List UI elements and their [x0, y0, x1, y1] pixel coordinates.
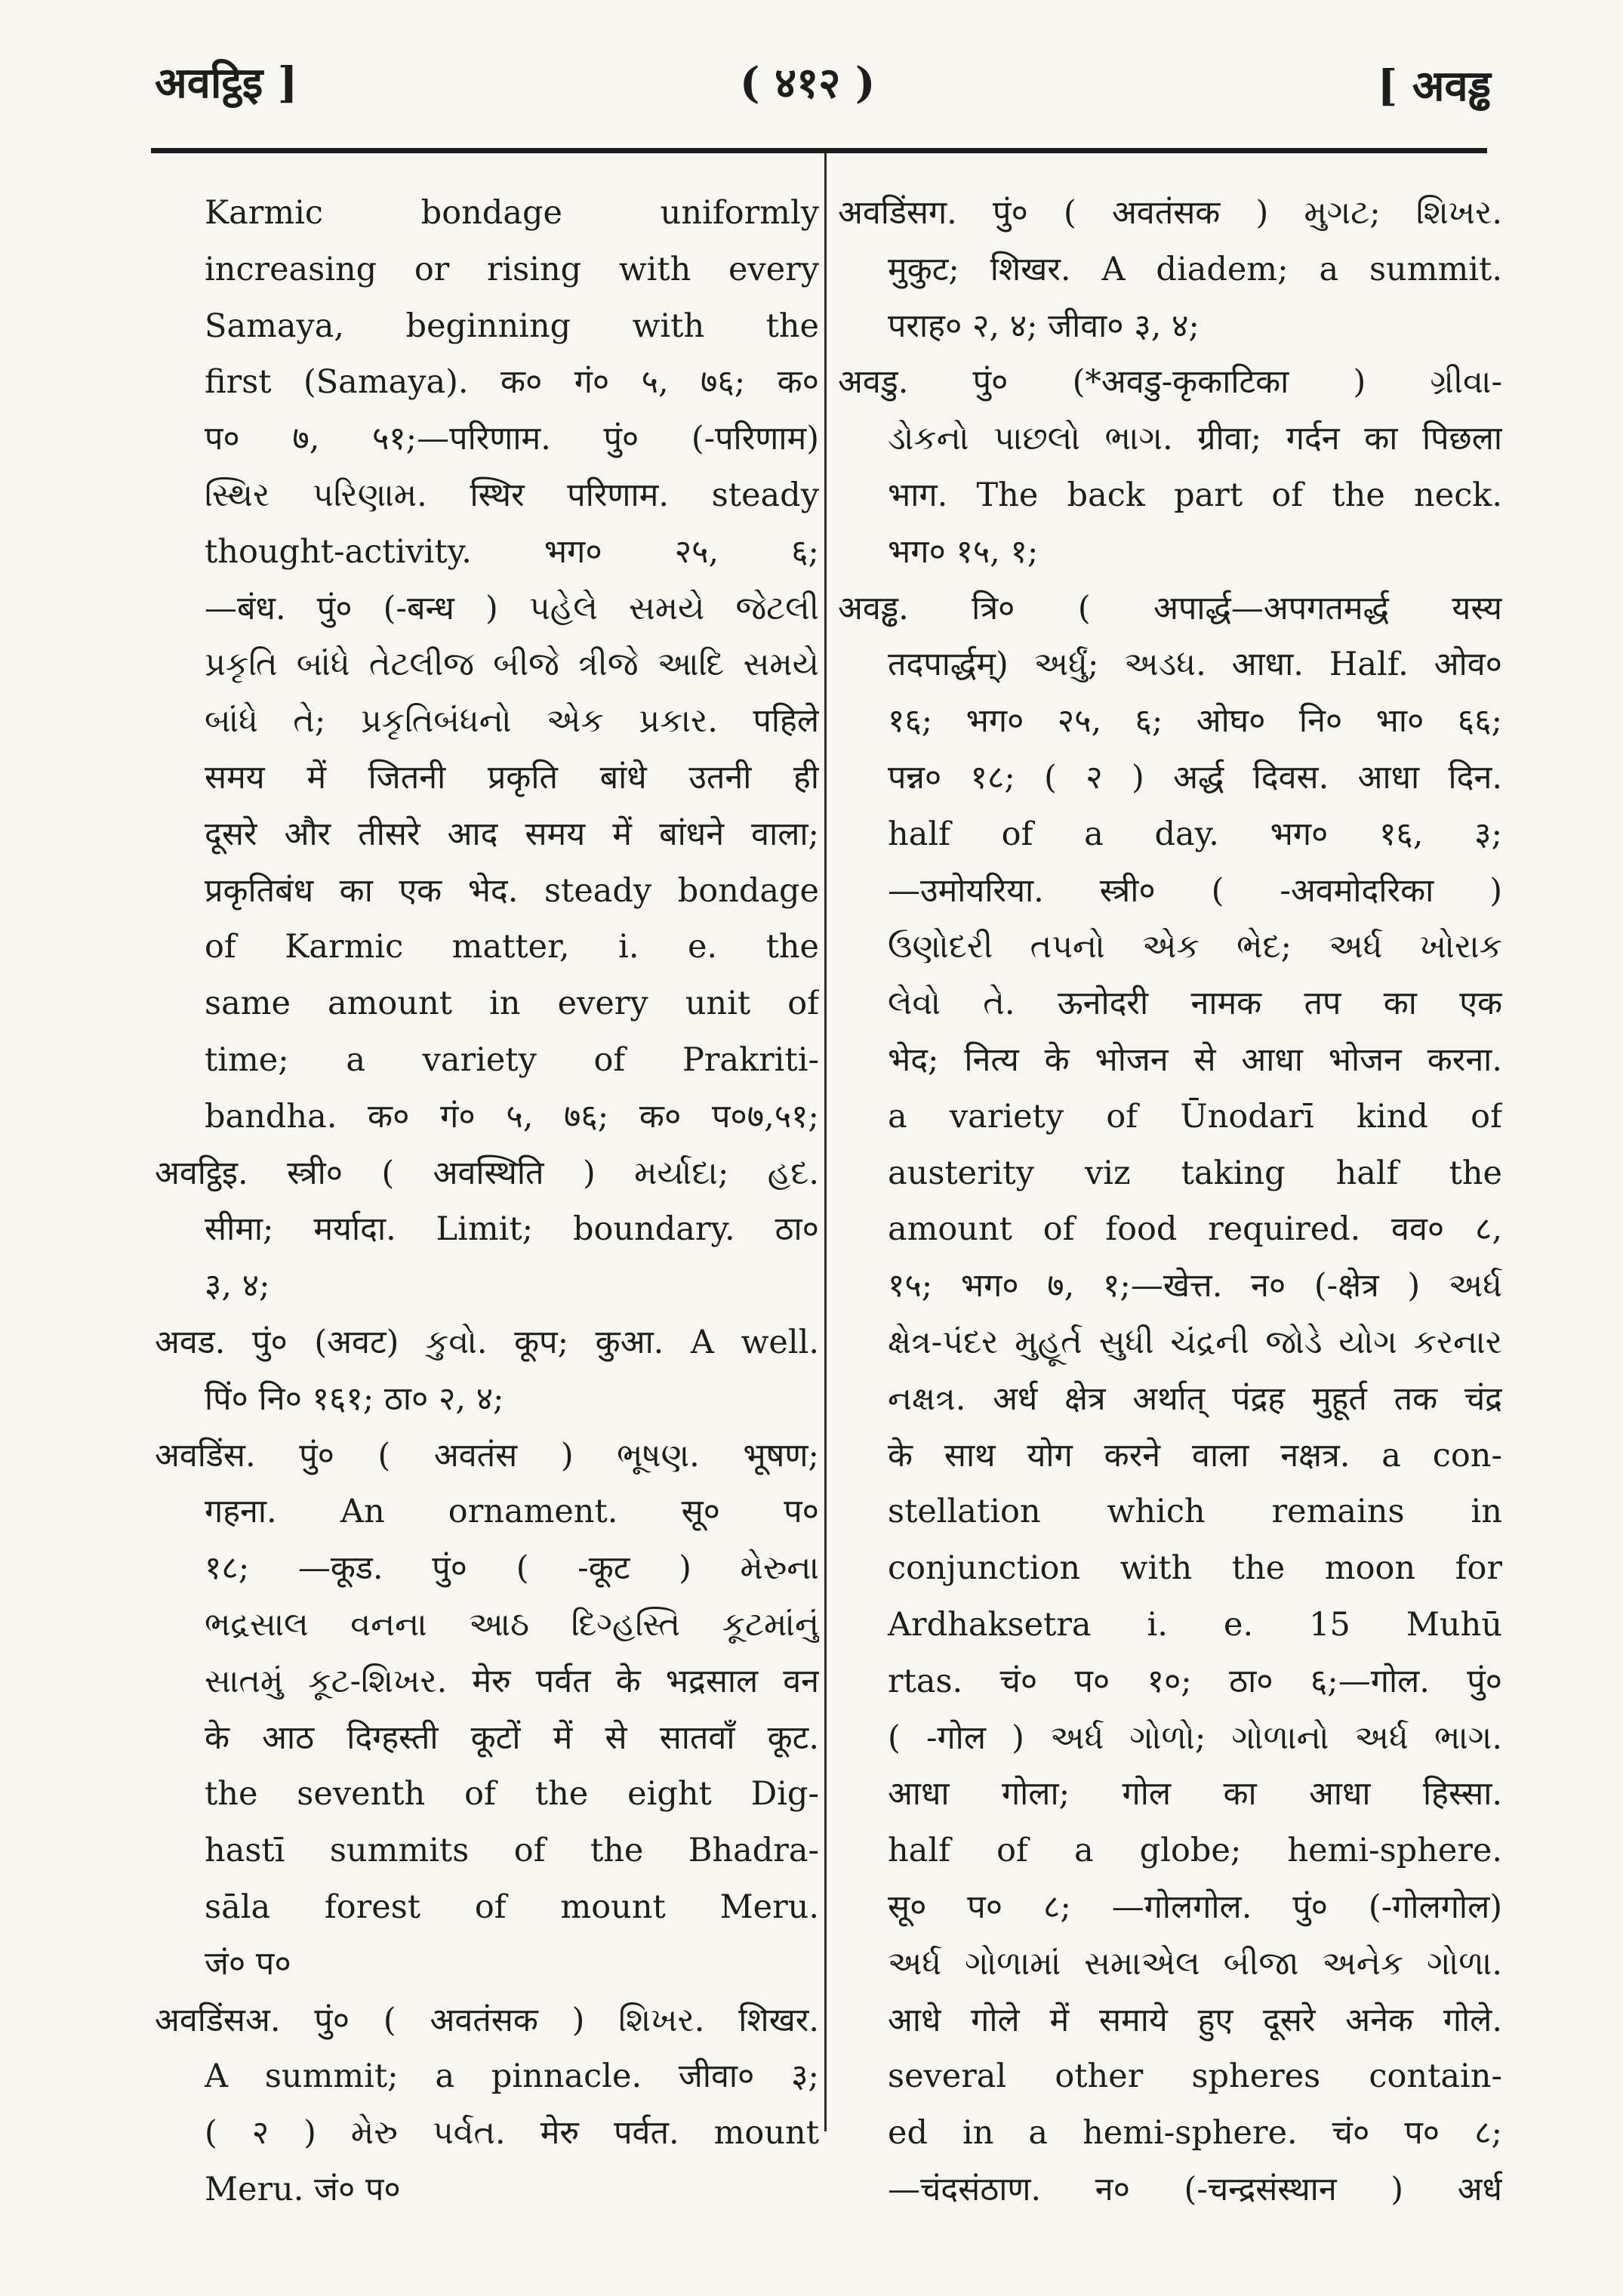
text-line: —चंदसंठाण. न० (-चन्द्रसंस्थान ) अर्ध — [888, 2170, 1502, 2208]
text-line: the seventh of the eight Dig- — [205, 1775, 819, 1814]
text-line: पराह० २, ४; जीवा० ३, ४; — [888, 307, 1200, 345]
text-line: a variety of Ūnodarī kind of — [888, 1097, 1502, 1136]
text-line: भाग. The back part of the neck. — [888, 476, 1502, 514]
text-line: hastī summits of the Bhadra- — [205, 1832, 819, 1870]
text-line: दूसरे और तीसरे आद समय में बांधने वाला; — [205, 815, 819, 853]
text-line: first (Samaya). क० गं० ५, ७६; क० — [205, 363, 819, 402]
text-line: के साथ योग करने वाला नक्षत्र. a con- — [888, 1436, 1502, 1475]
text-line: conjunction with the moon for — [888, 1549, 1502, 1588]
text-line: आधे गोले में समाये हुए दूसरे अनेक गोले. — [888, 2001, 1502, 2039]
text-line: of Karmic matter, i. e. the — [205, 928, 819, 966]
text-line: સ્થિર પરિણામ. स्थिर परिणाम. steady — [205, 476, 819, 514]
text-line: thought-activity. भग० २५, ६; — [205, 532, 819, 571]
text-line: भेद; नित्य के भोजन से आधा भोजन करना. — [888, 1040, 1502, 1079]
text-line: same amount in every unit of — [205, 985, 819, 1023]
running-head — [0, 45, 1623, 128]
text-line: પ્રકૃતિ બાંધે તેટલીજ બીજે ત્રીજે આદિ સમયે — [205, 646, 819, 684]
running-head-right: [ अवड्ढ — [1377, 61, 1491, 111]
text-line: Karmic bondage uniformly — [205, 194, 819, 232]
text-line: several other spheres contain- — [888, 2057, 1502, 2096]
text-line: जं० प० — [205, 1944, 291, 1983]
text-line: प० ७, ५१;—परिणाम. पुं० (-परिणाम) — [205, 420, 819, 458]
running-head-left: अवट्ठिइ ] — [155, 58, 298, 108]
text-line: Samaya, beginning with the — [205, 307, 819, 345]
text-line: ed in a hemi-sphere. चं० प० ८; — [888, 2114, 1502, 2153]
text-line: समय में जितनी प्रकृति बांधे उतनी ही — [205, 758, 819, 797]
text-line: austerity viz taking half the — [888, 1154, 1502, 1192]
text-line: ડોકનો પાછલો ભાગ. ग्रीवा; गर्दन का पिछला — [888, 420, 1502, 458]
text-line: સાતમું કૂટ-શિખર. मेरु पर्वत के भद्रसाल वन — [205, 1662, 819, 1700]
text-line: प्रकृतिबंध का एक भेद. steady bondage — [205, 871, 819, 910]
left-column — [155, 185, 819, 2218]
text-line: पिं० नि० १६१; ठा० २, ४; — [205, 1379, 504, 1418]
entry-headword-line: अवट्ठिइ. स्त्री० ( अवस्थिति ) મર્યાદા; હદ. — [155, 1154, 819, 1192]
text-line: के आठ दिग्हस्ती कूटों में से सातवाँ कूट. — [205, 1718, 819, 1757]
text-line: मुकुट; शिखर. A diadem; a summit. — [888, 250, 1502, 288]
text-line: time; a variety of Prakriti- — [205, 1040, 819, 1079]
text-line: બાંધે તે; પ્રકૃતિબંધનો એક પ્રકાર. पहिले — [205, 702, 819, 741]
entry-headword-line: अवडु. पुं० (*अवडु-कृकाटिका ) ગ્રીવા- — [838, 363, 1502, 402]
text-line: गहना. An ornament. सू० प० — [205, 1493, 819, 1531]
text-line: Ardhaksetra i. e. 15 Muhū — [888, 1605, 1502, 1644]
text-line: rtas. चं० प० १०; ठा० ६;—गोल. पुं० — [888, 1662, 1502, 1700]
entry-headword-line: अवडिंसअ. पुं० ( अवतंसक ) શિખર. शिखर. — [155, 2001, 819, 2039]
text-line: तदपार्द्धम्) અર્ધું; અડધ. आधा. Half. ओव० — [888, 646, 1502, 684]
text-line: A summit; a pinnacle. जीवा० ३; — [205, 2057, 819, 2096]
text-line: सीमा; मर्यादा. Limit; boundary. ठा० — [205, 1210, 819, 1249]
text-line: sāla forest of mount Meru. — [205, 1888, 819, 1926]
right-column — [838, 185, 1502, 2218]
text-line: १६; भग० २५, ६; ओघ० नि० भा० ६६; — [888, 702, 1502, 741]
text-line: ( २ ) મેરુ પર્વત. मेरु पर्वत. mount — [205, 2114, 819, 2153]
text-line: —उमोयरिया. स्त्री० ( -अवमोदरिका ) — [888, 871, 1502, 910]
text-line: ક્ષેત્ર-પંદર મુહૂર્ત સુધી ચંદ્રની જોડે યોગ કરનાર — [888, 1323, 1502, 1361]
text-line: half of a day. भग० १६, ३; — [888, 815, 1502, 853]
text-line: amount of food required. वव० ८, — [888, 1210, 1502, 1249]
column-divider — [824, 153, 827, 2131]
text-line: અર્ધ ગોળામાં સમાએલ બીજા અનેક ગોળા. — [888, 1944, 1502, 1983]
text-line: १५; भग० ७, १;—खेत्त. न० (-क्षेत्र ) અર્ધ — [888, 1267, 1502, 1305]
text-line: half of a globe; hemi-sphere. — [888, 1832, 1502, 1870]
text-line: increasing or rising with every — [205, 250, 819, 288]
text-line: ( -गोल ) અર્ધ ગોળો; ગોળાનો અર્ધ ભાગ. — [888, 1718, 1502, 1757]
entry-headword-line: अवड्ढ. त्रि० ( अपार्द्ध—अपगतमर्द्ध यस्य — [838, 589, 1502, 627]
entry-headword-line: अवड. पुं० (अवट) કુવો. कूप; कुआ. A well. — [155, 1323, 819, 1361]
text-line: stellation which remains in — [888, 1493, 1502, 1531]
text-line: ભદ્રસાલ વનના આઠ દિગ્હસ્તિ કૂટમાંનું — [205, 1605, 819, 1644]
text-line: ઉણોદરી તપનો એક ભેદ; અર્ધ ખોરાક — [888, 928, 1502, 966]
text-line: भग० १५, १; — [888, 532, 1039, 571]
text-line: Meru. जं० प० — [205, 2170, 401, 2208]
header-rule — [151, 148, 1487, 153]
entry-headword-line: अवडिंस. पुं० ( अवतंस ) ભૂષણ. भूषण; — [155, 1436, 819, 1475]
text-line: आधा गोला; गोल का आधा हिस्सा. — [888, 1775, 1502, 1814]
text-line: લેવો તે. ऊनोदरी नामक तप का एक — [888, 985, 1502, 1023]
text-line: १८; —कूड. पुं० ( -कूट ) મેરુના — [205, 1549, 819, 1588]
text-line: —बंध. पुं० (-बन्ध ) પહેલે સમયે જેટલી — [205, 589, 819, 627]
page-number: ( ४१२ ) — [740, 58, 876, 108]
text-line: ३, ४; — [205, 1267, 270, 1305]
text-line: सू० प० ८; —गोलगोल. पुं० (-गोलगोल) — [888, 1888, 1502, 1926]
entry-headword-line: अवडिंसग. पुं० ( अवतंसक ) મુગટ; શિખર. — [838, 194, 1502, 232]
text-line: पन्न० १८; ( २ ) अर्द्ध दिवस. आधा दिन. — [888, 758, 1502, 797]
text-line: નક્ષત્ર. अर्ध क्षेत्र अर्थात् पंद्रह मुहूर्त तक चंद्र — [888, 1379, 1502, 1418]
text-line: bandha. क० गं० ५, ७६; क० प०७,५१; — [205, 1097, 819, 1136]
